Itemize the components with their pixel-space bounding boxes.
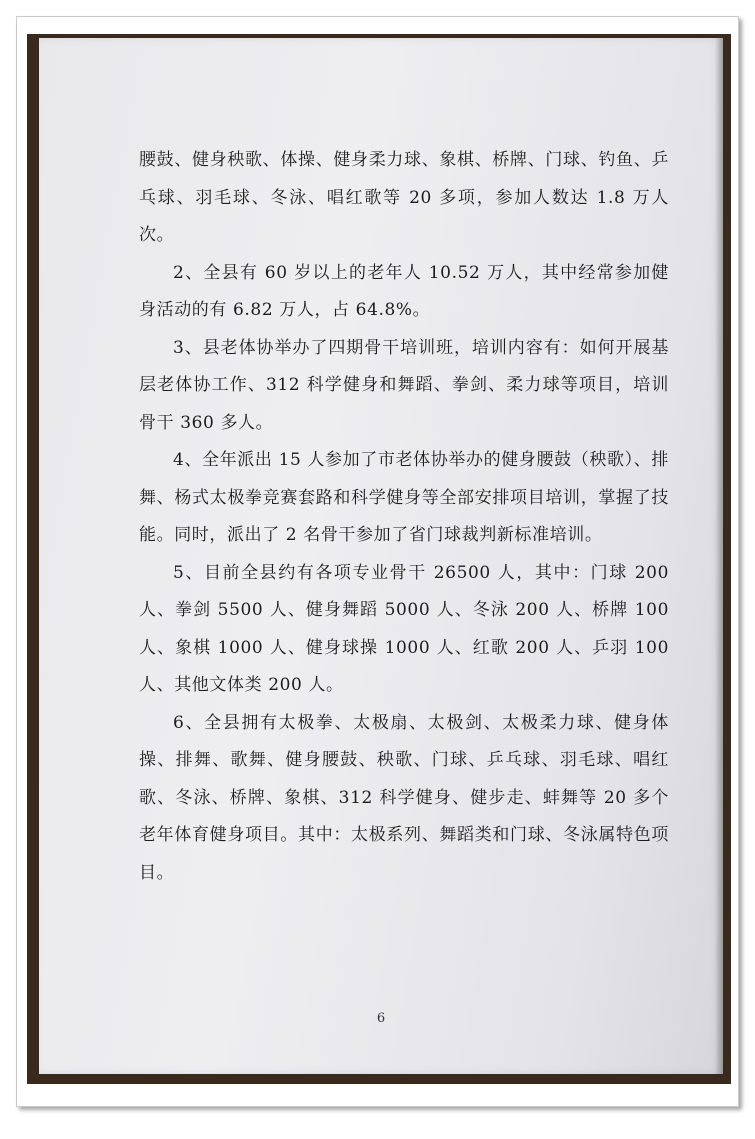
page-number: 6 [376,1011,386,1026]
paragraph-2: 2、全县有 60 岁以上的老年人 10.52 万人，其中经常参加健身活动的有 6.82 万人，占 64.8%。 [139,262,669,320]
photo-frame [16,16,739,1107]
paragraph-6: 6、全县拥有太极拳、太极扇、太极剑、太极柔力球、健身体操、排舞、歌舞、健身腰鼓、秧歌、门球、乒乓球、羽毛球、唱红歌、冬泳、桥牌、象棋、312 科学健身、健步走、蚌舞等 20 多个老年体育健身项目。其中：太极系列、舞蹈类和门球、冬泳属特色项目。 [139,712,669,883]
document-photo [27,34,731,1084]
document-page [39,38,723,1074]
document-body [139,142,669,892]
paragraph-4: 4、全年派出 15 人参加了市老体协举办的健身腰鼓（秧歌）、排舞、杨式太极拳竞赛套路和科学健身等全部安排项目培训，掌握了技能。同时，派出了 2 名骨干参加了省门球裁判新标准培训。 [139,450,669,545]
paragraph-3: 3、县老体协举办了四期骨干培训班，培训内容有：如何开展基层老体协工作、312 科学健身和舞蹈、拳剑、柔力球等项目，培训骨干 360 多人。 [139,337,669,433]
paragraph-5: 5、目前全县约有各项专业骨干 26500 人，其中：门球 200 人、拳剑 5500 人、健身舞蹈 5000 人、冬泳 200 人、桥牌 100 人、象棋 1000 人、健身球操 1000 人、红歌 200 人、乒羽 100 人、其他文体类 200 人。 [139,562,669,695]
page-edge-shadow [715,38,723,1074]
paragraph-continued: 腰鼓、健身秧歌、体操、健身柔力球、象棋、桥牌、门球、钓鱼、乒乓球、羽毛球、冬泳、唱红歌等 20 多项，参加人数达 1.8 万人次。 [139,150,669,245]
